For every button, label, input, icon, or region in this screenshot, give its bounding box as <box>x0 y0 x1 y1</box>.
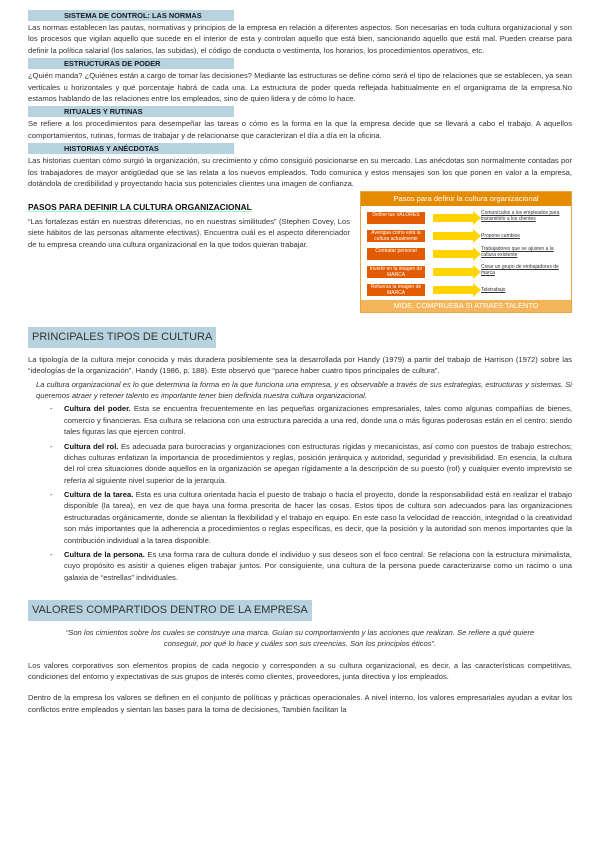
values-paragraph-2: Dentro de la empresa los valores se definen en el conjunto de políticas y prácticas operacionales. A nivel interno, los valores empresariales ayudan a evitar los conflictos entre empleados y sientan las bases para la toma de decisiones, También facilitan la <box>28 693 572 714</box>
paragraph-power: ¿Quién manda? ¿Quiénes están a cargo de tomar las decisiones? Mediante las estructuras se define cómo será el tipo de relaciones que se establecen, ya sean verticales u horizontales y qué porcentaje habrá de cada una. La estructura de poder queda reflejada habitualmente en el organigrama de la empresa.No estamos hablando de las relaciones entre los empleados, sino de quien lidera y de cómo lo hace. <box>28 71 572 103</box>
list-item <box>64 549 572 583</box>
list-item <box>64 441 572 487</box>
figure-step-4: Invertir en la imagen de MARCA <box>367 266 425 278</box>
paragraph-rituals: Se refiere a los procedimientos para desempeñar las tareas o cómo es la forma en la que la empresa decide que se llevará a cabo el trabajo. A aquellos comportamientos, rutinas, formas de trabajar y de relacionarse que caracterizan el día a día en la oficina. <box>28 119 572 140</box>
steps-heading: PASOS PARA DEFINIR LA CULTURA ORGANIZACIONAL <box>28 202 252 213</box>
figure-step-2: Averigua como está la cultura actualmente <box>367 230 425 242</box>
section-heading-rituals: RITUALES Y RUTINAS <box>28 106 234 117</box>
values-paragraph-1: Los valores corporativos son elementos propios de cada negocio y corresponden a su cultura organizacional, es decir, a las características competitivas, condiciones del entorno y expectativas de sus grupos de interés como clientes, proveedores, junta directiva y los empleados. <box>28 660 572 681</box>
steps-paragraph: “Las fortalezas están en nuestras diferencias, no en nuestras similitudes” (Stephen Covey, Los siete hábitos de las personas altamente efectivas). Encuentra cuál es el aspecto diferenciador de tu empresa creando una cultura organizacional en la que todos quieran trabajar. <box>28 216 350 249</box>
figure-note-4: Crear un grupo de embajadores de marca <box>481 264 559 277</box>
steps-row <box>28 191 572 313</box>
type-text: Es adecuada para burocracias y organizaciones con estructuras rígidas y mecanicistas, así como con puestos de trabajo estrechos; dichas culturas enfatizan la importancia de procedimientos y reglas, posición jerárquica y autoridad, seguridad y previsibilidad. En esencia, la cultura del rol crea situaciones donde aquellos en la organización se apegan rígidamente a la descripción de su puesto (rol) y cualquier evento imprevisto se refería al siguiente nivel superior de la jerarquía. <box>64 441 573 485</box>
type-text: Esta es una cultura orientada hacia el puesto de trabajo o hacia el proyecto, donde la responsabilidad está en realizar el trabajo disponible (la tarea), en vez de que haya una forma prescrita de hacer las cosas. Estos tipos de cultura son adecuados para las organizaciones estructuradas orgánicamente, donde se alientan la flexibilidad y el trabajo en equipo. En este caso la velocidad de reacción, integridad o la creatividad son más importantes que la adherencia a procedimientos o reglas específicas, es decir, que la posición y la autoridad son menos importantes que la contribución individual a la tarea disponible. <box>64 490 573 545</box>
type-name: Cultura de la tarea. <box>64 490 134 500</box>
figure-step-1: Define tus VALORES <box>367 212 425 224</box>
figure-arrow-1 <box>433 214 473 222</box>
figure-arrow-4 <box>433 268 473 276</box>
type-text: Es una forma rara de cultura donde el individuo y sus deseos son el foco central. Se relaciona con la estructura minimalista, cuyo propósito es asistir a quienes eligen trabajar juntos. Por consiguiente, una cultura de la persona puede caracterizarse como un racimo o una galaxia de “estrellas” individuales. <box>64 550 572 582</box>
section-heading-control: SISTEMA DE CONTROL: LAS NORMAS <box>28 10 234 21</box>
section-heading-power: ESTRUCTURAS DE PODER <box>28 58 234 69</box>
paragraph-control: Las normas establecen las pautas, normativas y principios de la empresa en relación a diferentes aspectos. Son necesarias en toda cultura organizacional y son los procesos que vigilan aquello que sucede en el interior de esta y controlan aquello que está bien, sancionando aquello que está mal. Pueden crearse para definir la política salarial (los salarios, las subidas), el código de conducta o vestimenta, los horarios, los procedimientos operativos, etc. <box>28 23 572 55</box>
steps-figure <box>360 191 572 313</box>
list-item <box>64 489 572 546</box>
figure-note-1: Comunícalos a los empleados para transmitirlo a los clientes <box>481 210 560 223</box>
figure-footer: MIDE, COMPRUEBA SI ATRAES TALENTO <box>361 300 571 312</box>
figure-step-5: Refuerza la imagen de MARCA <box>367 284 425 296</box>
types-heading: PRINCIPALES TIPOS DE CULTURA <box>28 327 216 348</box>
type-name: Cultura del rol. <box>64 441 119 451</box>
figure-note-3: Trabajadores que se ajusten a la cultura existente <box>481 246 554 259</box>
figure-title: Pasos para definir la cultura organizacional <box>361 192 571 206</box>
paragraph-stories: Las historias cuentan cómo surgió la organización, su crecimiento y cómo consiguió posicionarse en su mercado. Las anécdotas son normalmente contadas por los trabajadores de mayor antigüedad que se las relata a los nuevos empleados. Todo comunica y estos mensajes son los que ponen en valor a la empresa, dotándola de credibilidad y proyectando hacia sus potenciales clientes una imagen de confianza. <box>28 156 572 188</box>
types-italic: La cultura organizacional es lo que determina la forma en la que funciona una empresa, y es observable a través de sus estrategias, estructuras y sistemas. Si queremos atraer y retener talento es importante tener bien definida nuestra cultura organizacional. <box>36 379 572 400</box>
list-item <box>64 403 572 437</box>
values-quote: “Son los cimientos sobre los cuales se construye una marca. Guían su comportamiento y las acciones que realizan. Se refiere a qué quiere conseguir, por qué lo hace y cuáles son sus creencias. Son los principios éticos”. <box>65 627 535 649</box>
figure-note-2: Propone cambios <box>481 233 520 240</box>
figure-step-3: Contratar personal <box>367 248 425 260</box>
types-intro: La tipología de la cultura mejor conocida y más duradera posiblemente sea la desarrollada por Handy (1979) a partir del trabajo de Harrison (1972) sobre las “ideologías de la organización”. Handy (1986, p. 188). Este observó que “parece haber cuatro tipos principales de cultura”. <box>28 354 572 376</box>
figure-arrow-3 <box>433 250 473 258</box>
type-name: Cultura del poder. <box>64 404 131 414</box>
type-text: Esta se encuentra frecuentemente en las pequeñas organizaciones empresariales, tales como algunas compañías de bienes, comercio y financieras. Esa cultura se relaciona con una estructura parecida a una red, donde una o más figuras poderosas están en el centro: siendo tales figuras las que ejercen control. <box>64 404 572 437</box>
values-heading: VALORES COMPARTIDOS DENTRO DE LA EMPRESA <box>28 600 312 621</box>
figure-note-5: Teletrabajo <box>481 287 506 294</box>
figure-arrow-2 <box>433 232 473 240</box>
section-heading-stories: HISTORIAS Y ANÉCDOTAS <box>28 143 234 154</box>
type-name: Cultura de la persona. <box>64 550 145 560</box>
types-list <box>28 403 572 583</box>
document-page <box>28 8 572 717</box>
figure-arrow-5 <box>433 286 473 294</box>
